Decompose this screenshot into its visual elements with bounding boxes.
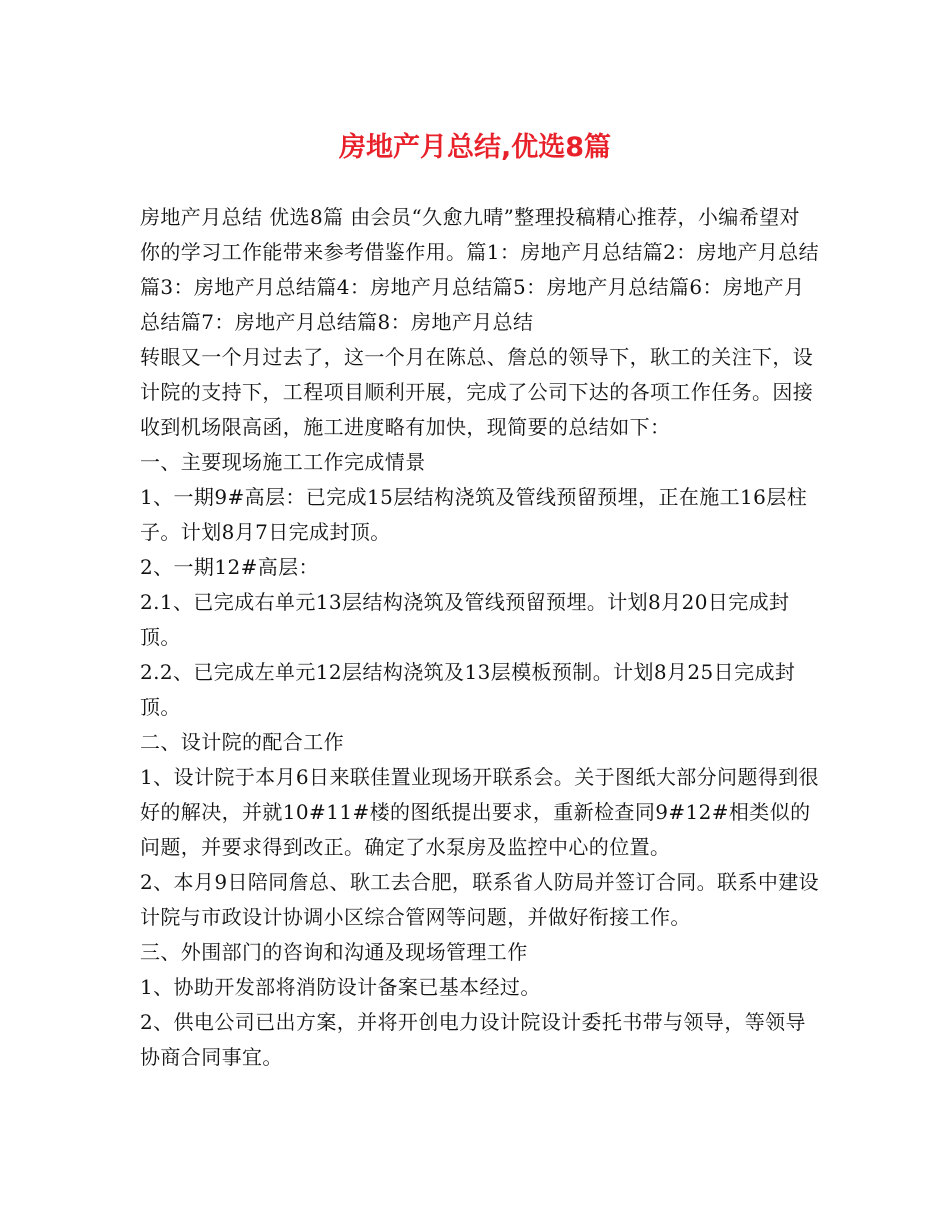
paragraph: 1、设计院于本月6日来联佳置业现场开联系会。关于图纸大部分问题得到很好的解决，并就10#11#楼的图纸提出要求，重新检查同9#12#相类似的问题，并要求得到改正。确定了水泵房及监控中心的位置。 — [140, 765, 820, 859]
paragraph: 2.1、已完成右单元13层结构浇筑及管线预留预埋。计划8月20日完成封顶。 — [140, 590, 790, 649]
paragraph: 2、本月9日陪同詹总、耿工去合肥，联系省人防局并签订合同。联系中建设计院与市政设计协调小区综合管网等问题，并做好衔接工作。 — [140, 870, 820, 929]
document-body — [140, 200, 820, 1075]
paragraph: 转眼又一个月过去了，这一个月在陈总、詹总的领导下，耿工的关注下，设计院的支持下，工程项目顺利开展，完成了公司下达的各项工作任务。因接收到机场限高函，施工进度略有加快，现简要的总结如下： — [140, 345, 814, 439]
section-heading: 三、外围部门的咨询和沟通及现场管理工作 — [140, 940, 528, 964]
paragraph: 2、一期12#高层： — [140, 555, 319, 579]
paragraph: 2.2、已完成左单元12层结构浇筑及13层模板预制。计划8月25日完成封顶。 — [140, 660, 796, 719]
section-heading: 二、设计院的配合工作 — [140, 730, 344, 754]
paragraph: 1、协助开发部将消防设计备案已基本经过。 — [140, 975, 541, 999]
paragraph: 房地产月总结 优选8篇 由会员“久愈九晴”整理投稿精心推荐，小编希望对你的学习工作能带来参考借鉴作用。篇1：房地产月总结篇2：房地产月总结篇3：房地产月总结篇4：房地产月总结篇5：房地产月总结篇6：房地产月总结篇7：房地产月总结篇8：房地产月总结 — [140, 205, 820, 334]
paragraph: 2、供电公司已出方案，并将开创电力设计院设计委托书带与领导，等领导协商合同事宜。 — [140, 1010, 806, 1069]
document-title: 房地产月总结,优选8篇 — [338, 132, 612, 163]
section-heading: 一、主要现场施工工作完成情景 — [140, 450, 426, 474]
paragraph: 1、一期9#高层：已完成15层结构浇筑及管线预留预埋，正在施工16层柱子。计划8月7日完成封顶。 — [140, 485, 808, 544]
